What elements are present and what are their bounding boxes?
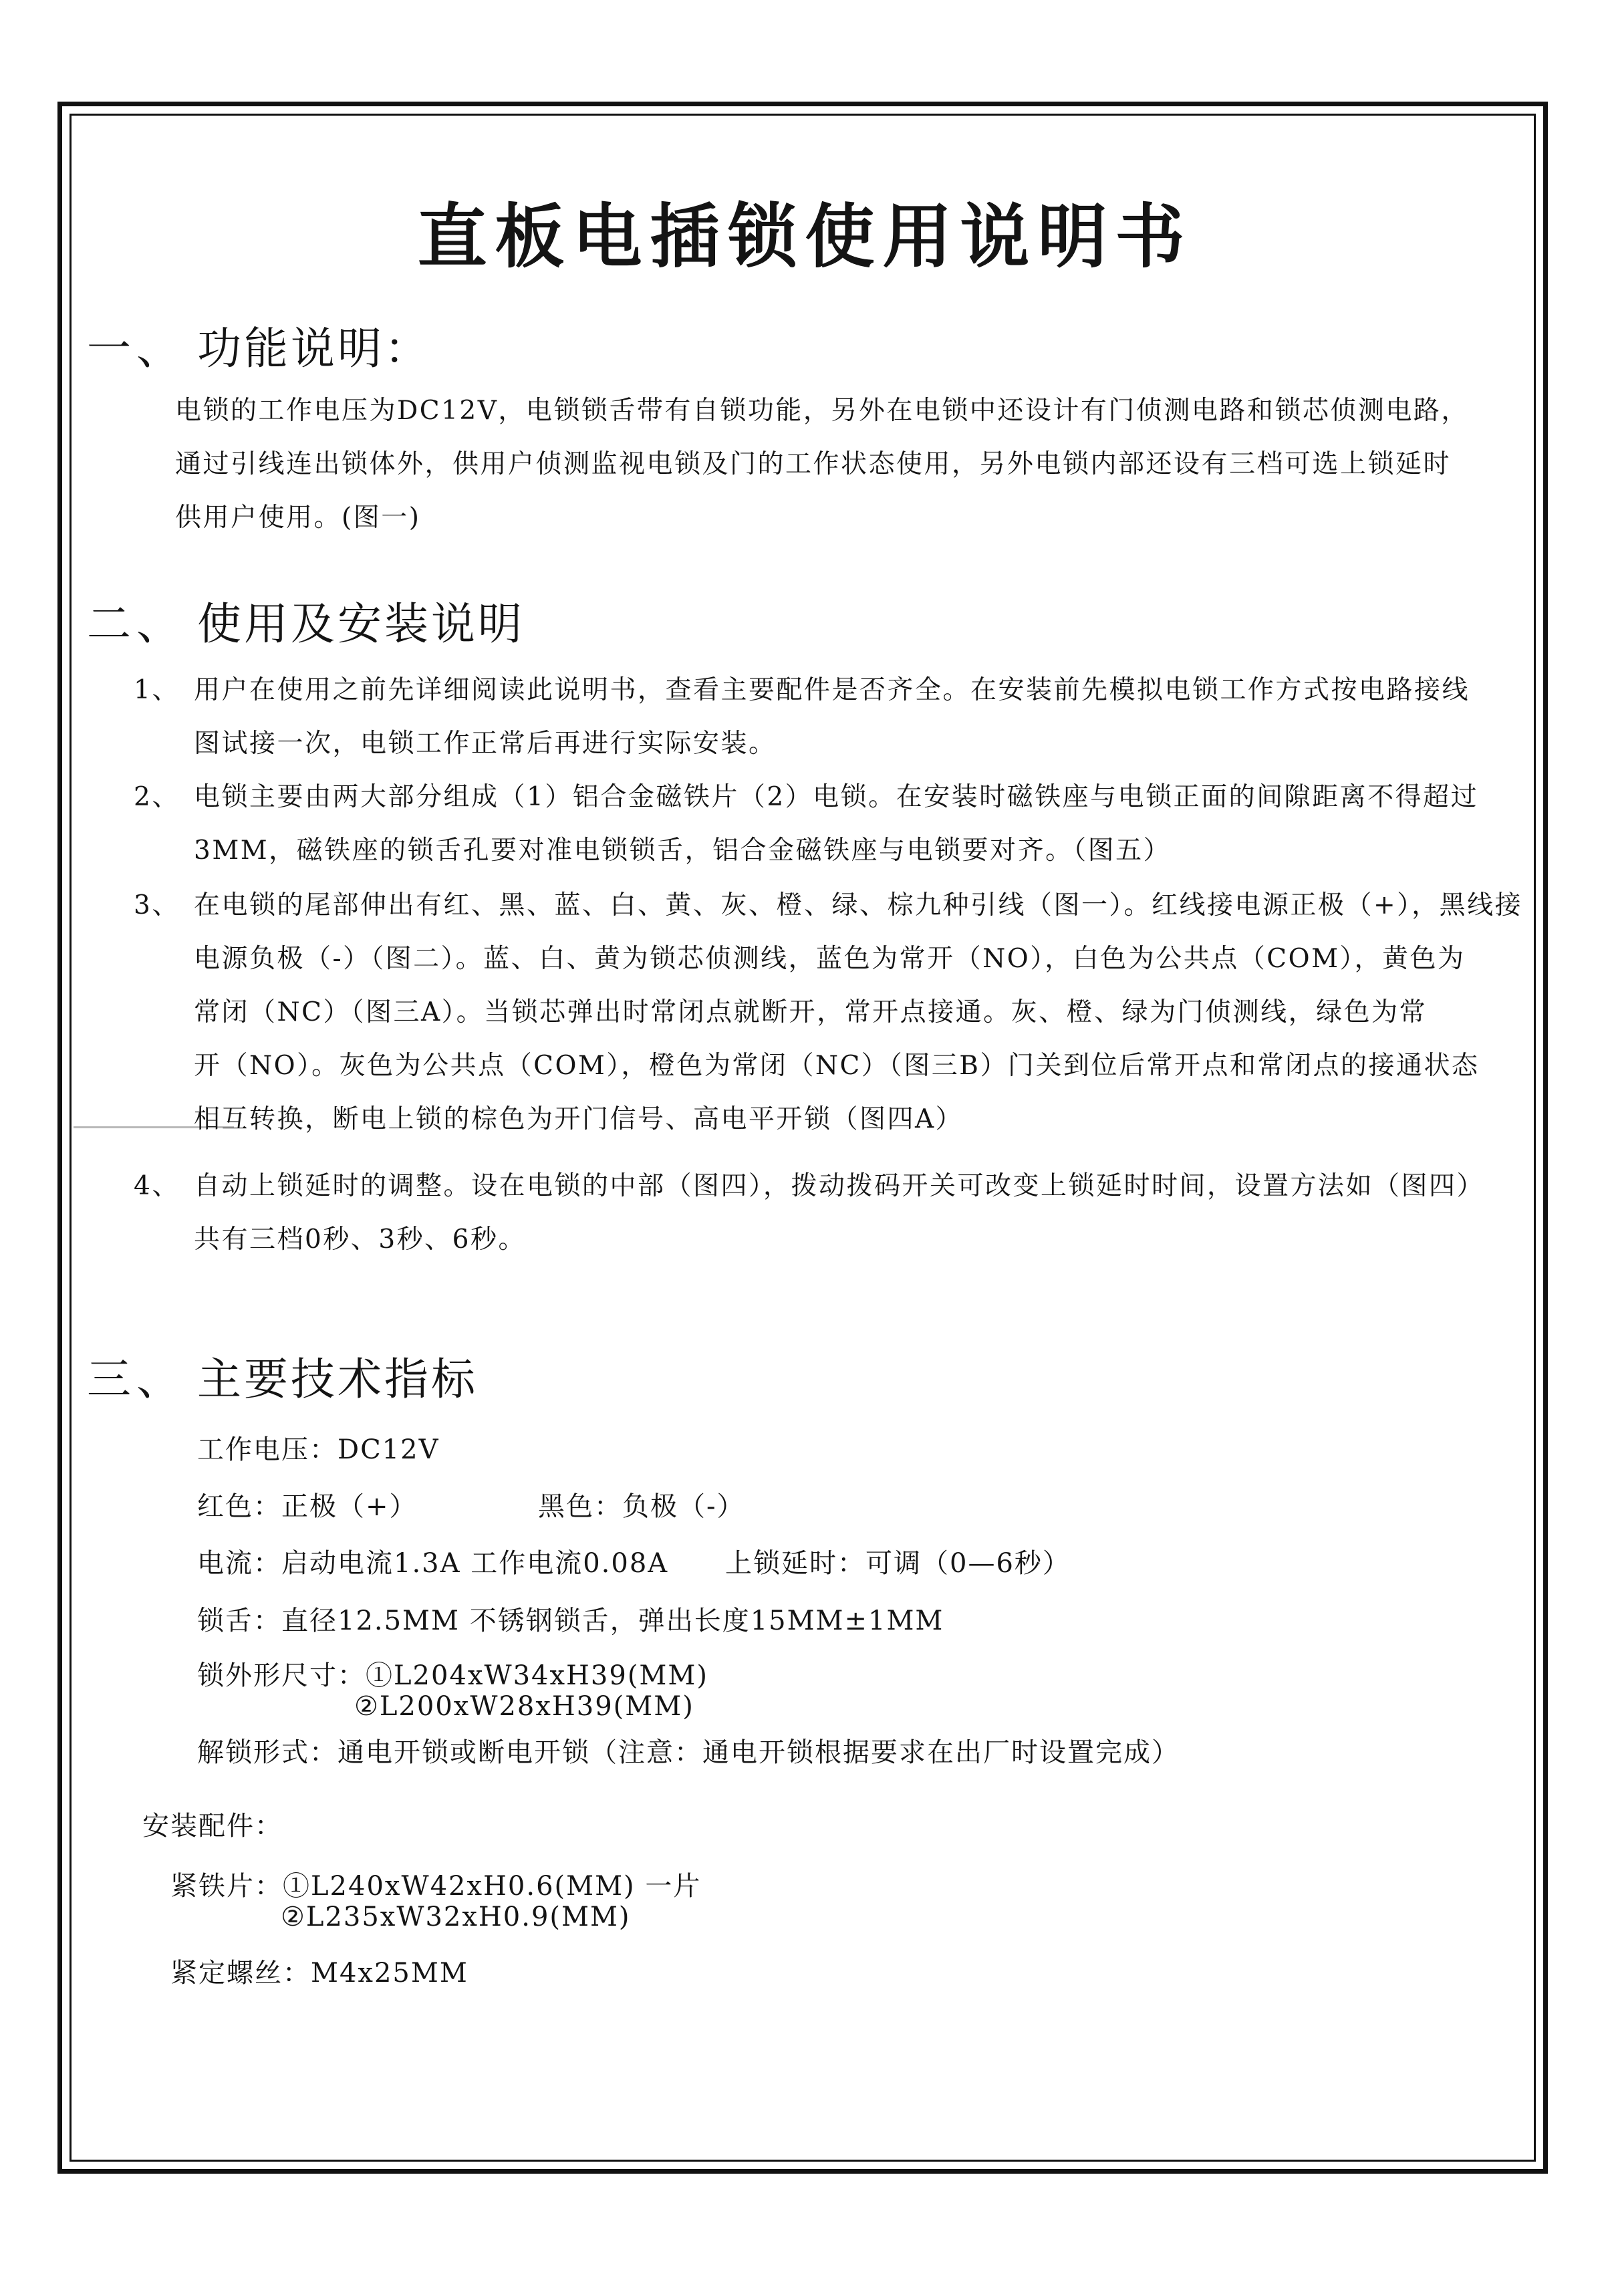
section-1-line-2: 通过引线连出锁体外，供用户侦测监视电锁及门的工作状态使用，另外电锁内部还设有三档可选上锁延时 <box>175 449 1452 479</box>
spec-voltage: 工作电压：DC12V <box>197 1434 440 1465</box>
spec-unlock-mode: 解锁形式：通电开锁或断电开锁（注意：通电开锁根据要求在出厂时设置完成） <box>197 1737 1180 1768</box>
item-3-line-1: 在电锁的尾部伸出有红、黑、蓝、白、黄、灰、橙、绿、棕九种引线（图一）。红线接电源正极（+），黑线接 <box>194 890 1523 920</box>
spec-current: 电流：启动电流1.3A 工作电流0.08A <box>197 1548 669 1579</box>
section-1-title: 功能说明： <box>197 323 431 374</box>
section-1-line-3: 供用户使用。(图一) <box>175 503 421 533</box>
item-4-number: 4、 <box>134 1171 180 1201</box>
accessory-plate-2: ②L235xW32xH0.9(MM) <box>281 1902 631 1932</box>
spec-size-2: ②L200xW28xH39(MM) <box>354 1691 694 1722</box>
item-1-number: 1、 <box>134 675 180 705</box>
item-3-line-3: 常闭（NC）（图三A）。当锁芯弹出时常闭点就断开，常开点接通。灰、橙、绿为门侦测线，绿色为常 <box>194 997 1428 1027</box>
item-1-line-1: 用户在使用之前先详细阅读此说明书，查看主要配件是否齐全。在安装前先模拟电锁工作方式按电路接线 <box>194 675 1470 705</box>
section-1-line-1: 电锁的工作电压为DC12V，电锁锁舌带有自锁功能，另外在电锁中还设计有门侦测电路和锁芯侦测电路， <box>175 396 1469 426</box>
item-2-number: 2、 <box>134 782 180 812</box>
item-3-line-2: 电源负极（-）（图二）。蓝、白、黄为锁芯侦测线，蓝色为常开（NO），白色为公共点（COM），黄色为 <box>194 944 1466 974</box>
item-4-line-1: 自动上锁延时的调整。设在电锁的中部（图四），拨动拨码开关可改变上锁延时时间，设置方法如（图四） <box>194 1171 1485 1201</box>
section-1-number: 一、 <box>87 323 186 374</box>
accessory-plate-1: 紧铁片：①L240xW42xH0.6(MM) 一片 <box>170 1871 702 1902</box>
item-1-line-2: 图试接一次，电锁工作正常后再进行实际安装。 <box>194 729 777 759</box>
section-2-title: 使用及安装说明 <box>197 598 525 650</box>
document-title: 直板电插锁使用说明书 <box>417 195 1193 277</box>
item-2-line-2: 3MM，磁铁座的锁舌孔要对准电锁锁舌，铝合金磁铁座与电锁要对齐。（图五） <box>194 836 1172 866</box>
spec-black-wire: 黑色：负极（-） <box>538 1491 745 1522</box>
item-2-line-1: 电锁主要由两大部分组成（1）铝合金磁铁片（2）电锁。在安装时磁铁座与电锁正面的间隙距离不得超过 <box>194 782 1479 812</box>
section-2-number: 二、 <box>87 598 186 650</box>
spec-red-wire: 红色：正极（+） <box>197 1491 418 1522</box>
spec-size-1: 锁外形尺寸：①L204xW34xH39(MM) <box>197 1660 708 1691</box>
accessories-heading: 安装配件： <box>142 1811 283 1841</box>
spec-lock-delay: 上锁延时：可调（0—6秒） <box>725 1548 1071 1579</box>
section-3-title: 主要技术指标 <box>197 1354 478 1405</box>
accessory-screw: 紧定螺丝：M4x25MM <box>170 1958 468 1989</box>
spec-lock-tongue: 锁舌：直径12.5MM 不锈钢锁舌，弹出长度15MM±1MM <box>197 1606 944 1636</box>
item-3-number: 3、 <box>134 890 180 920</box>
section-3-number: 三、 <box>87 1354 186 1405</box>
item-3-line-5: 相互转换，断电上锁的棕色为开门信号、高电平开锁（图四A） <box>194 1104 964 1134</box>
item-3-line-4: 开（NO）。灰色为公共点（COM），橙色为常闭（NC）（图三B）门关到位后常开点和常闭点的接通状态 <box>194 1051 1480 1081</box>
item-4-line-2: 共有三档0秒、3秒、6秒。 <box>194 1225 526 1255</box>
